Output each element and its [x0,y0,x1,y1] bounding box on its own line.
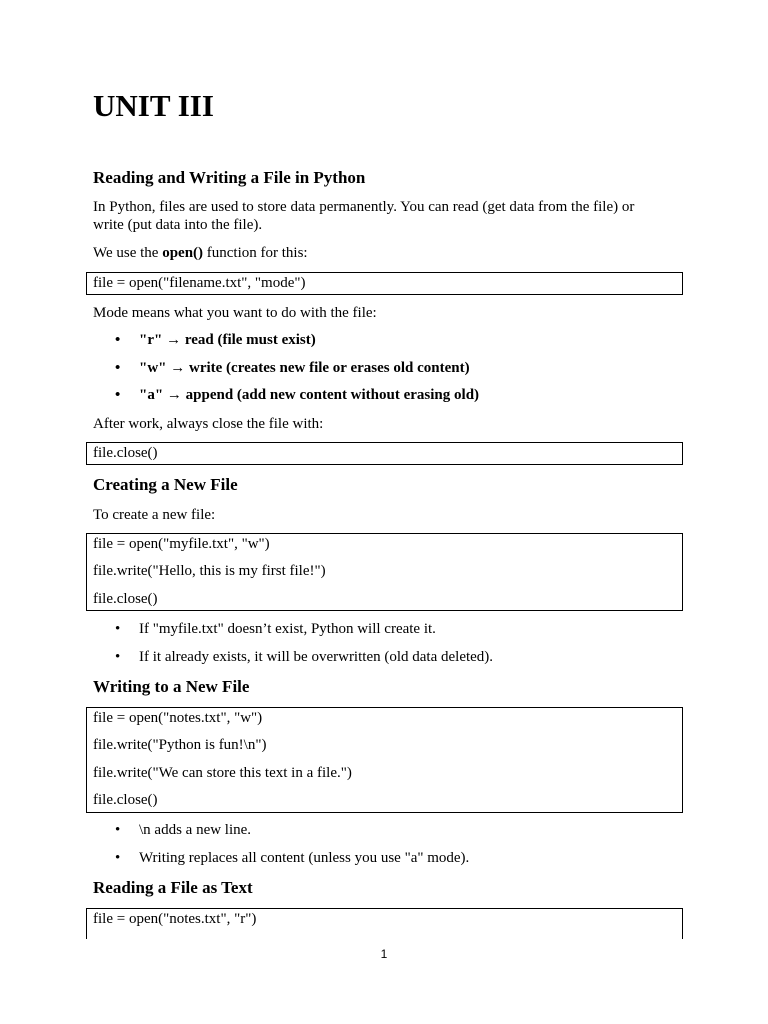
code-box-write [86,707,683,813]
heading-writing-new-file: Writing to a New File [93,677,250,696]
intro-line-1: In Python, files are used to store data permanently. You can read (get data from the file) or [93,199,635,215]
bullet-icon: • [115,822,121,838]
code-line: file = open("filename.txt", "mode") [93,275,306,291]
code-line: file.close() [93,792,158,808]
bullet-icon: • [115,360,121,376]
code-line: file.close() [93,445,158,461]
heading-reading-writing: Reading and Writing a File in Python [93,168,366,187]
mode-intro: Mode means what you want to do with the file: [93,305,377,321]
bullet-icon: • [115,621,121,637]
heading-creating-new-file: Creating a New File [93,475,238,494]
code-line: file.close() [93,591,158,607]
code-line: file = open("notes.txt", "r") [93,911,257,927]
intro-line-2: write (put data into the file). [93,217,263,233]
code-line: file = open("myfile.txt", "w") [93,536,270,552]
code-box-read [86,908,683,939]
bullet-icon: • [115,850,121,866]
open-function-name: open() [162,245,204,261]
open-function-sentence: We use the open() function for this: [93,245,308,261]
bullet-icon: • [115,387,121,403]
create-intro: To create a new file: [93,507,216,523]
unit-title: UNIT III [93,88,214,123]
code-box-close [86,442,683,465]
code-box-open [86,272,683,295]
code-line: file.write("Hello, this is my first file!") [93,563,326,579]
close-intro: After work, always close the file with: [93,416,324,432]
page-number: 1 [380,947,388,961]
bullet-icon: • [115,649,121,665]
code-line: file.write("We can store this text in a file.") [93,765,352,781]
bullet-icon: • [115,332,121,348]
code-box-create [86,533,683,611]
code-line: file.write("Python is fun!\n") [93,737,267,753]
code-line: file = open("notes.txt", "w") [93,710,263,726]
heading-reading-as-text: Reading a File as Text [93,878,253,897]
